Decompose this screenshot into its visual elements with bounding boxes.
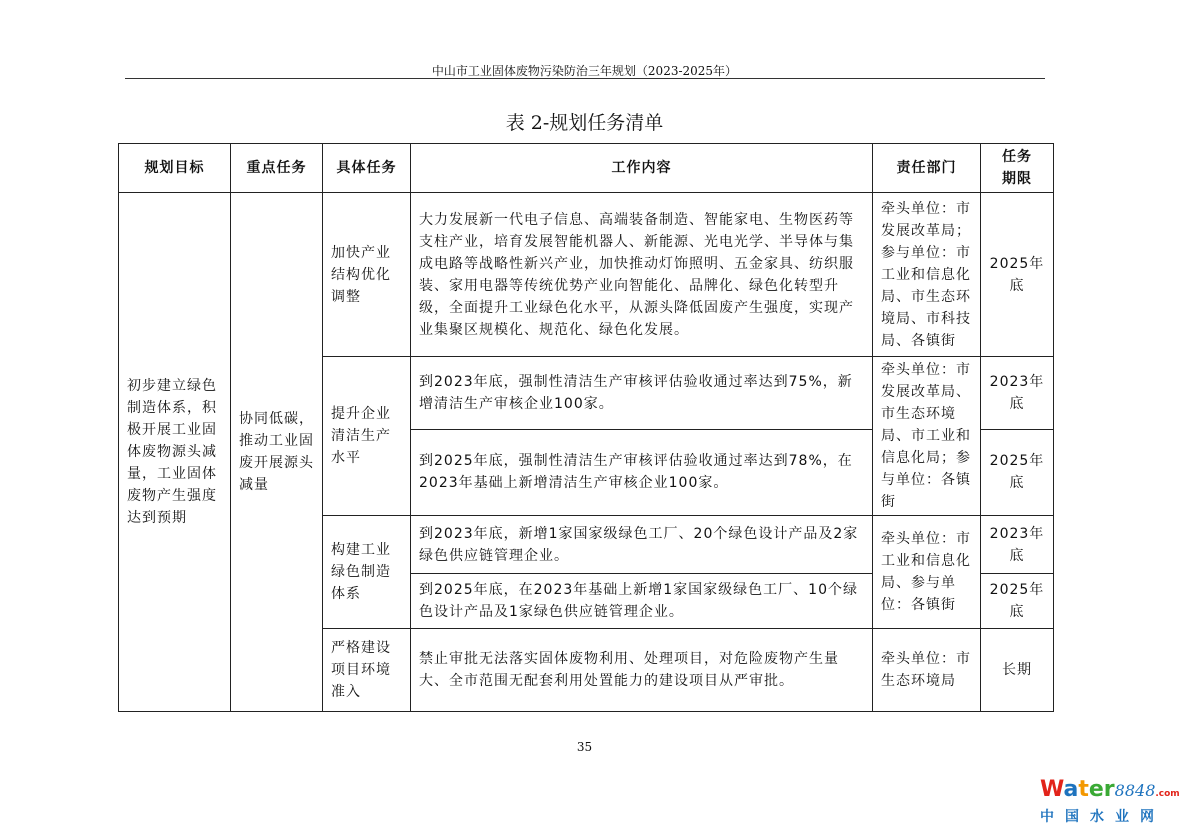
task-cell: 构建工业绿色制造体系 — [323, 516, 411, 629]
col-header: 具体任务 — [323, 144, 411, 193]
running-header: 中山市工业固体废物污染防治三年规划（2023-2025年） — [431, 64, 738, 78]
content-cell: 到2023年底，新增1家国家级绿色工厂、20个绿色设计产品及2家绿色供应链管理企业。 — [411, 516, 873, 574]
deadline-cell: 2025年底 — [981, 574, 1054, 629]
content-cell: 到2025年底，强制性清洁生产审核评估验收通过率达到78%，在2023年基础上新增清洁生产审核企业100家。 — [411, 429, 873, 515]
header-divider — [125, 78, 1045, 79]
table-row — [119, 193, 1054, 357]
table-title: 表 2-规划任务清单 — [505, 112, 664, 134]
content-cell: 到2025年底，在2023年基础上新增1家国家级绿色工厂、10个绿色设计产品及1家绿色供应链管理企业。 — [411, 574, 873, 629]
col-header: 规划目标 — [119, 144, 231, 193]
deadline-cell: 2025年底 — [981, 429, 1054, 515]
content-cell: 禁止审批无法落实固体废物利用、处理项目，对危险废物产生量大、全市范围无配套利用处置能力的建设项目从严审批。 — [411, 629, 873, 712]
deadline-cell: 长期 — [981, 629, 1054, 712]
col-header: 责任部门 — [873, 144, 981, 193]
task-cell: 加快产业结构优化调整 — [323, 193, 411, 357]
goal-cell: 初步建立绿色制造体系，积极开展工业固体废物源头减量，工业固体废物产生强度达到预期 — [119, 193, 231, 712]
watermark-logo: Water8848.com 中国水业网 — [1040, 777, 1180, 825]
content-cell: 到2023年底，强制性清洁生产审核评估验收通过率达到75%，新增清洁生产审核企业100家。 — [411, 357, 873, 430]
table-header-row — [119, 144, 1054, 193]
col-header: 任务期限 — [981, 144, 1054, 193]
col-header: 工作内容 — [411, 144, 873, 193]
dept-cell: 牵头单位：市工业和信息化局、参与单位：各镇街 — [873, 516, 981, 629]
page-number: 35 — [576, 740, 593, 754]
dept-cell: 牵头单位：市发展改革局；参与单位：市工业和信息化局、市生态环境局、市科技局、各镇街 — [873, 193, 981, 357]
deadline-cell: 2025年底 — [981, 193, 1054, 357]
task-cell: 提升企业清洁生产水平 — [323, 357, 411, 516]
col-header: 重点任务 — [231, 144, 323, 193]
task-table — [118, 143, 1054, 712]
task-cell: 严格建设项目环境准入 — [323, 629, 411, 712]
dept-cell: 牵头单位：市发展改革局、市生态环境局、市工业和信息化局；参与单位：各镇街 — [873, 357, 981, 516]
key-task-cell: 协同低碳，推动工业固废开展源头减量 — [231, 193, 323, 712]
deadline-cell: 2023年底 — [981, 516, 1054, 574]
dept-cell: 牵头单位：市生态环境局 — [873, 629, 981, 712]
deadline-cell: 2023年底 — [981, 357, 1054, 430]
content-cell: 大力发展新一代电子信息、高端装备制造、智能家电、生物医药等支柱产业，培育发展智能机器人、新能源、光电光学、半导体与集成电路等战略性新兴产业，加快推动灯饰照明、五金家具、纺织服装、家用电器等传统优势产业向智能化、品牌化、绿色化转型升级，全面提升工业绿色化水平，从源头降低固废产生强度，实现产业集聚区规模化、规范化、绿色化发展。 — [411, 193, 873, 357]
